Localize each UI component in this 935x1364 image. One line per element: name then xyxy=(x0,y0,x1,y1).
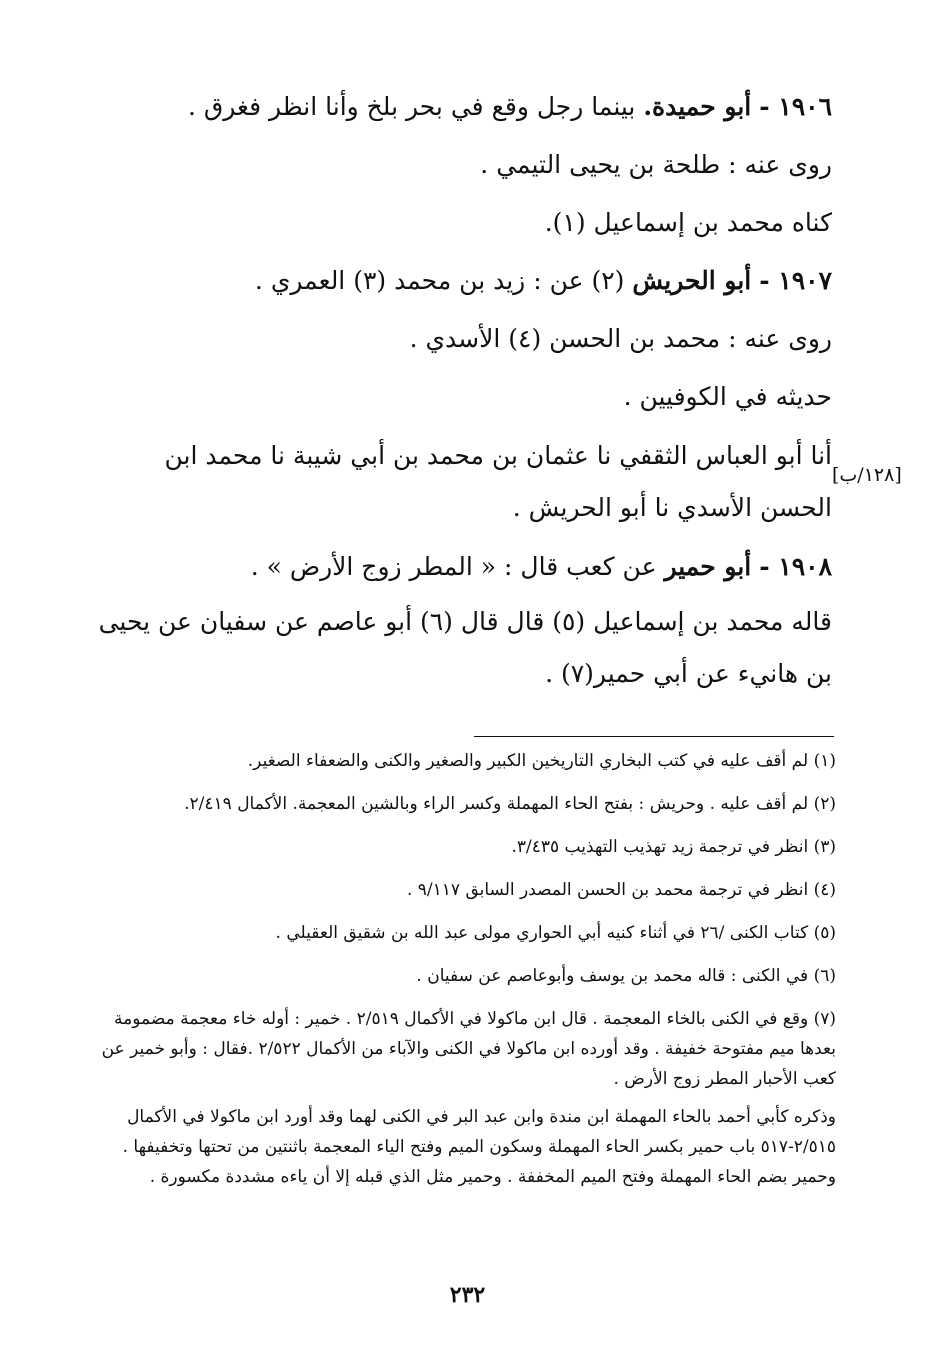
main-text xyxy=(92,78,832,700)
footnotes xyxy=(92,746,836,1192)
entry-1906-line: روى عنه : طلحة بن يحيى التيمي . xyxy=(480,150,832,179)
entry-1907-line: حديثه في الكوفيين . xyxy=(623,382,832,411)
entry-text: عن كعب قال : « المطر زوج الأرض » . xyxy=(250,552,657,581)
manuscript-folio-ref: [١٢٨/ب] xyxy=(832,464,902,486)
entry-name: أبو حمير xyxy=(664,552,752,581)
entry-1908-heading xyxy=(92,538,832,596)
entry-1906-heading xyxy=(92,78,832,136)
footnote: (٢) لم أقف عليه . وحريش : بفتح الحاء المهملة وكسر الراء وبالشين المعجمة. الأكمال ٢/٤١٩. xyxy=(184,794,836,814)
footnote: (١) لم أقف عليه في كتب البخاري التاريخين الكبير والصغير والكنى والضعفاء الصغير. xyxy=(247,751,836,771)
entry-text: بينما رجل وقع في بحر بلخ وأنا انظر فغرق . xyxy=(187,92,636,121)
footnote: (٦) في الكنى : قاله محمد بن يوسف وأبوعاصم عن سفيان . xyxy=(416,966,836,986)
isnad-paragraph: أنا أبو العباس الثقفي نا عثمان بن محمد بن أبي شيبة نا محمد ابن الحسن الأسدي نا أبو الحريش . xyxy=(164,441,832,522)
footnote: (٤) انظر في ترجمة محمد بن الحسن المصدر السابق ٩/١١٧ . xyxy=(406,880,836,900)
footnote: (٣) انظر في ترجمة زيد تهذيب التهذيب ٣/٤٣٥. xyxy=(511,837,836,857)
entry-1907-line: روى عنه : محمد بن الحسن (٤) الأسدي . xyxy=(409,324,832,353)
footnote: (٥) كتاب الكنى /٢٦ في أثناء كنيه أبي الحواري مولى عبد الله بن شقيق العقيلي . xyxy=(275,923,836,943)
entry-number: ١٩٠٨ - xyxy=(759,552,832,581)
page-number: ٢٣٢ xyxy=(449,1282,486,1308)
entry-name: أبو حميدة. xyxy=(643,92,752,121)
footnote-continuation: وذكره كأبي أحمد بالحاء المهملة ابن مندة وابن عبد البر في الكنى لهما وقد أورد ابن ماكولا في الأكمال ٢/٥١٥-٥١٧ باب حمير بكسر الحاء المهملة وسكون الميم وفتح الياء المعجمة باثنتين من تحتها وتخفيفها . وحمير بضم الحاء المهملة وفتح الميم المخففة . وحمير مثل الذي قبله إلا أن ياءه مشددة مكسورة . xyxy=(122,1107,836,1187)
entry-number: ١٩٠٦ - xyxy=(759,92,832,121)
entry-1907-heading xyxy=(92,252,832,310)
entry-1908-line: قاله محمد بن إسماعيل (٥) قال قال (٦) أبو عاصم عن سفيان عن يحيى بن هانيء عن أبي حمير(٧) . xyxy=(98,607,832,688)
entry-1906-line: كناه محمد بن إسماعيل (١). xyxy=(544,208,832,237)
entry-number: ١٩٠٧ - xyxy=(759,266,832,295)
entry-text: (٢) عن : زيد بن محمد (٣) العمري . xyxy=(254,266,625,295)
entry-name: أبو الحريش xyxy=(632,266,752,295)
footnote: (٧) وقع في الكنى بالخاء المعجمة . قال ابن ماكولا في الأكمال ٢/٥١٩ . خمير : أوله خاء معجمة مضمومة بعدها ميم مفتوحة خفيفة . وقد أورده ابن ماكولا في الكنى والآباء من الأكمال ٢/٥٢٢ .فقال : وأبو خمير عن كعب الأحبار المطر زوج الأرض . xyxy=(101,1009,836,1089)
footnote-divider xyxy=(474,736,834,737)
